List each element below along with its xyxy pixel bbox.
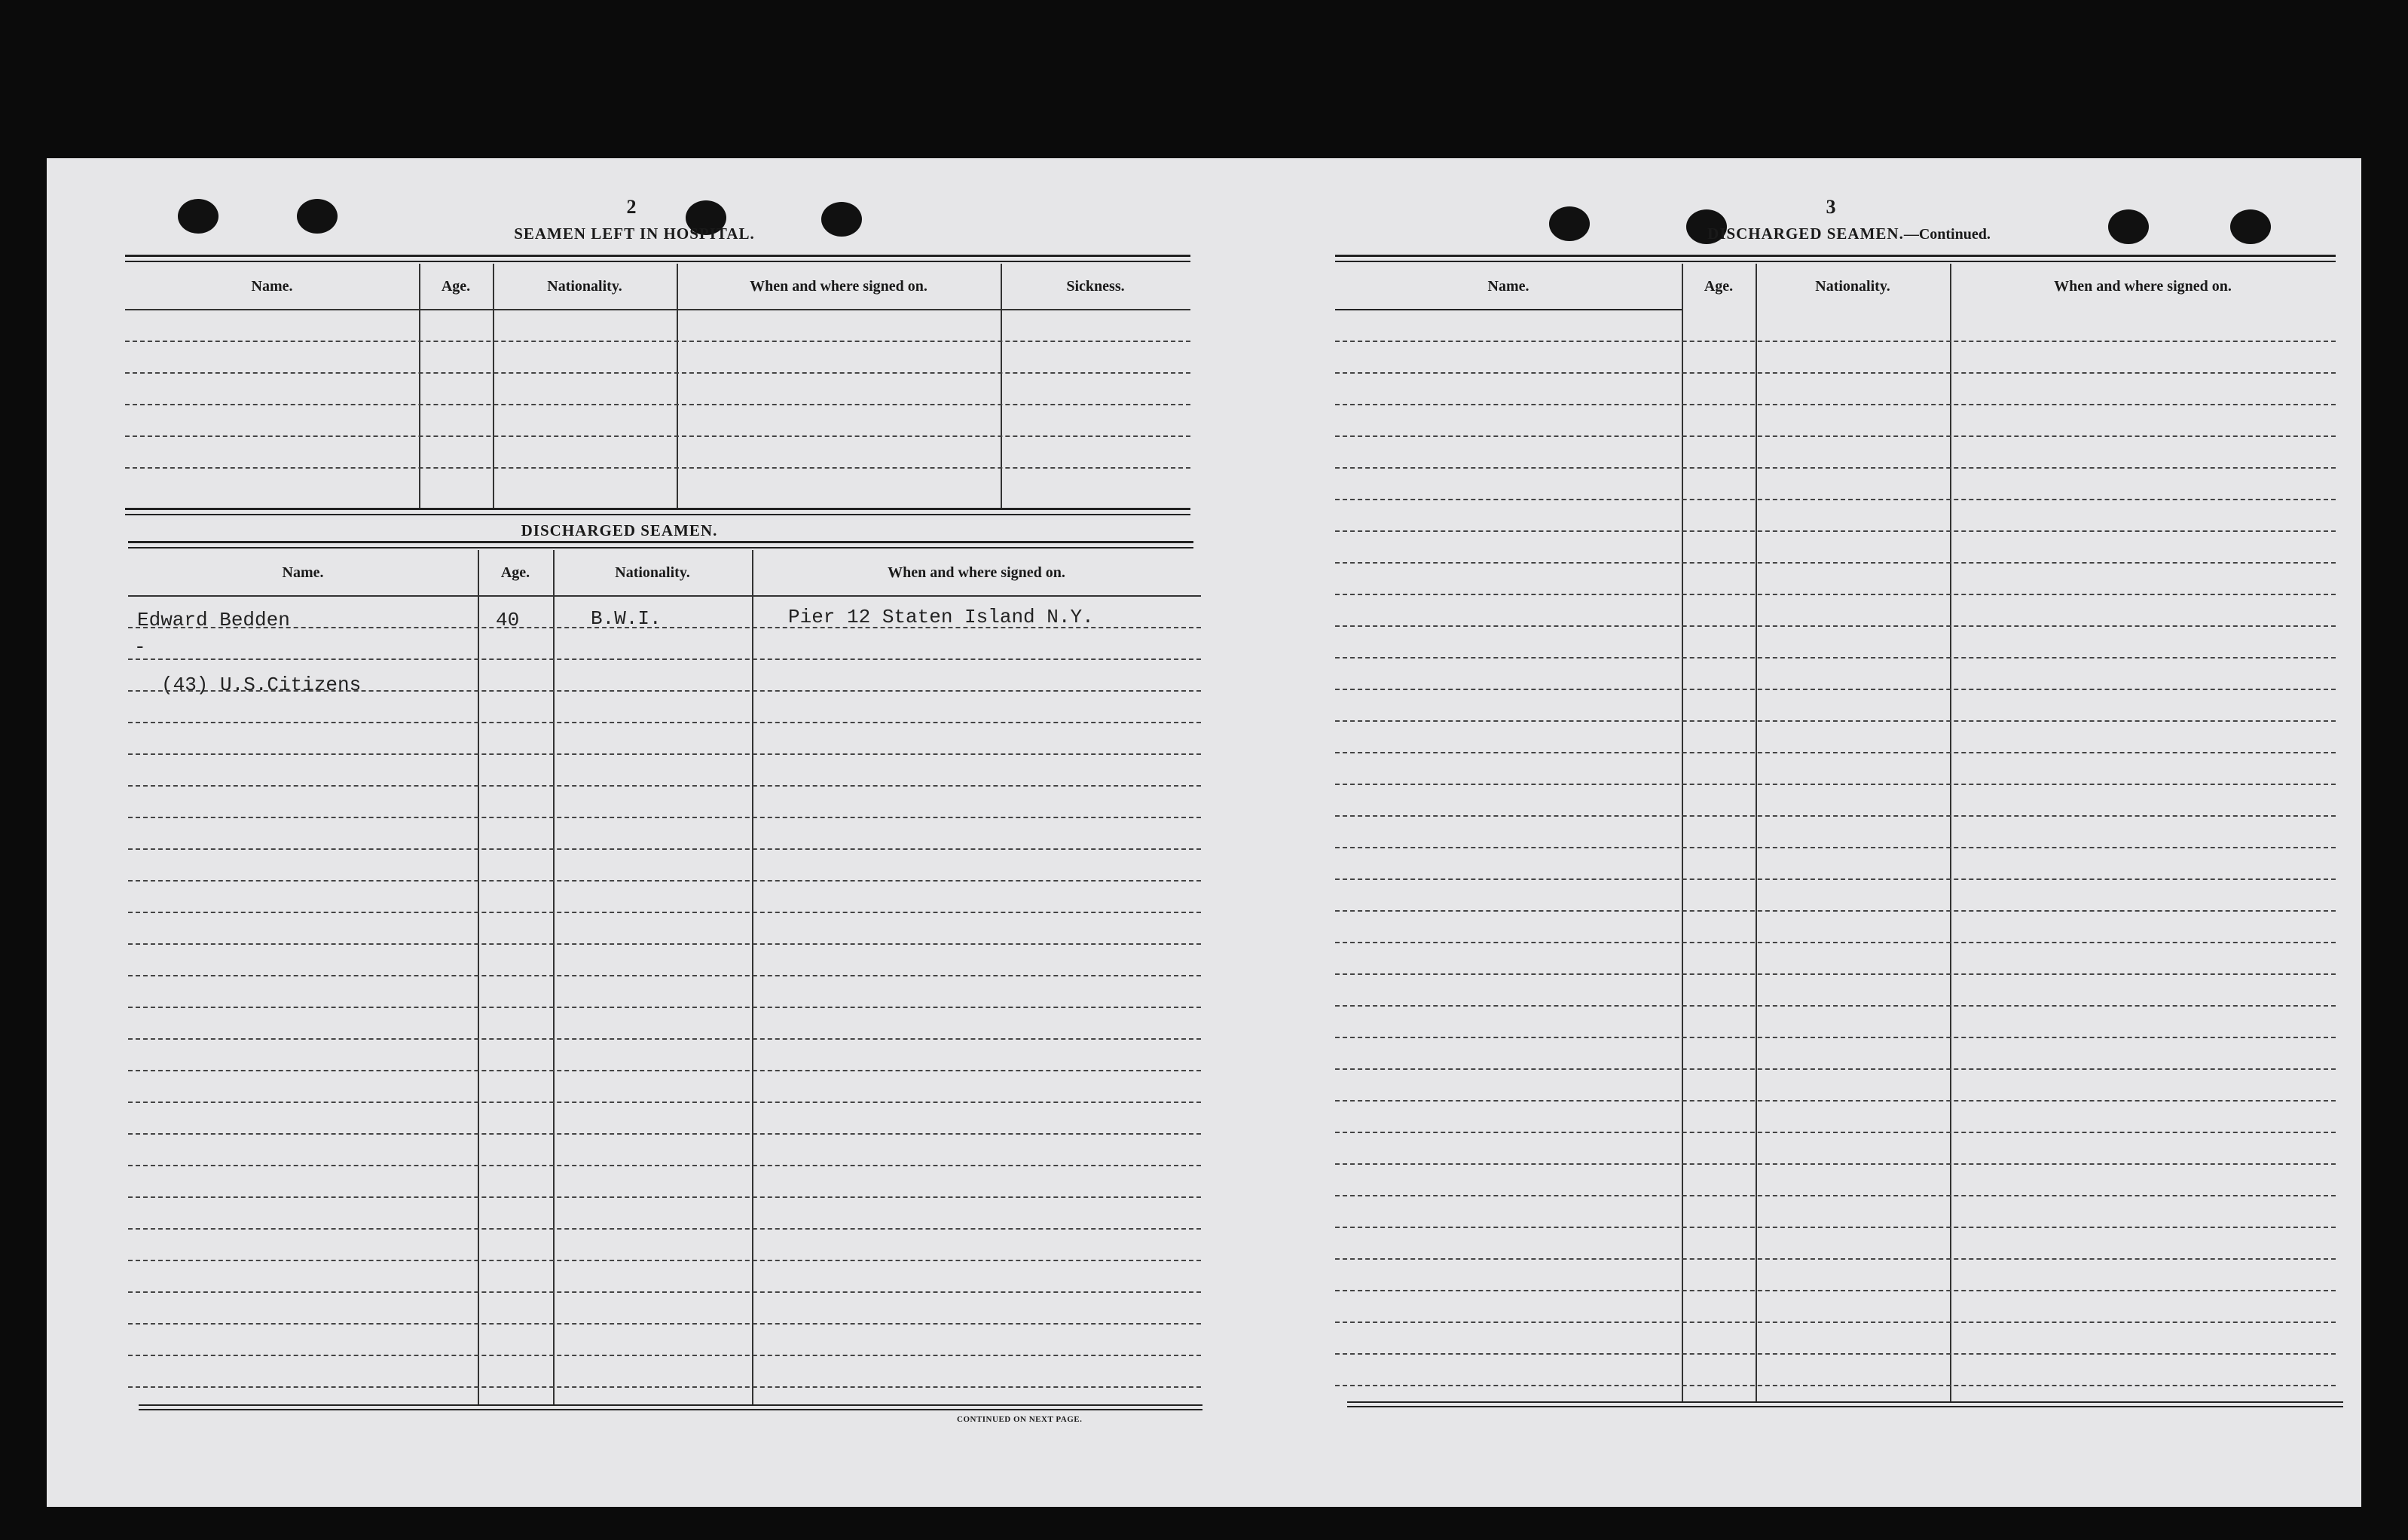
bottom-rule — [139, 1404, 1202, 1406]
row-line — [128, 1133, 1201, 1135]
row-line — [128, 975, 1201, 976]
discharged-table-header — [128, 550, 1201, 597]
col-header-age: Age. — [441, 278, 471, 295]
bottom-rule — [139, 1409, 1202, 1410]
bottom-rule — [1347, 1406, 2343, 1407]
row-line — [1335, 1163, 2336, 1165]
column-divider — [553, 550, 555, 1404]
row-line — [128, 1102, 1201, 1103]
col-header-age: Age. — [500, 564, 530, 581]
row-line — [128, 943, 1201, 945]
row-line — [1335, 689, 2336, 690]
title-continued: —Continued. — [1903, 226, 1991, 243]
seaman-age: 40 — [496, 609, 520, 631]
row-line — [125, 467, 1190, 469]
discharged-continued-header — [1335, 264, 2336, 309]
section-rule — [128, 547, 1193, 548]
top-rule — [125, 261, 1190, 262]
row-line — [1335, 1132, 2336, 1133]
bottom-rule — [1347, 1401, 2343, 1403]
row-line — [128, 880, 1201, 882]
column-divider — [1682, 264, 1683, 1401]
row-line — [1335, 942, 2336, 943]
title-main: DISCHARGED SEAMEN. — [1707, 225, 1904, 243]
col-header-signed-on: When and where signed on. — [750, 278, 927, 295]
column-divider — [493, 264, 494, 508]
row-line — [128, 817, 1201, 818]
row-line — [1335, 847, 2336, 848]
row-line — [1335, 1005, 2336, 1007]
row-line — [128, 785, 1201, 787]
section-rule — [128, 541, 1193, 543]
row-line — [128, 1165, 1201, 1166]
hospital-table — [125, 264, 1190, 508]
hospital-section-title: SEAMEN LEFT IN HOSPITAL. — [514, 225, 755, 243]
column-divider — [419, 264, 420, 508]
row-line — [1335, 625, 2336, 627]
left-page — [47, 158, 1222, 1507]
page-number: 2 — [626, 196, 637, 218]
row-line — [128, 848, 1201, 850]
punch-hole — [297, 199, 338, 234]
row-line — [1335, 530, 2336, 532]
row-line — [1335, 910, 2336, 912]
row-line — [128, 627, 1201, 628]
row-line — [1335, 1385, 2336, 1386]
seaman-name: (43) U.S.Citizens — [161, 674, 362, 696]
top-rule — [1335, 255, 2336, 257]
row-line — [1335, 341, 2336, 342]
top-rule — [1335, 261, 2336, 262]
row-line — [1335, 973, 2336, 975]
punch-hole — [2108, 209, 2149, 244]
row-line — [128, 1386, 1201, 1388]
section-rule — [125, 508, 1190, 510]
col-header-age: Age. — [1704, 278, 1734, 295]
col-header-name: Name. — [251, 278, 293, 295]
row-line — [1335, 1290, 2336, 1291]
row-line — [125, 341, 1190, 342]
row-line — [128, 1323, 1201, 1325]
column-divider — [478, 550, 479, 1404]
row-line — [1335, 720, 2336, 722]
row-line — [1335, 1258, 2336, 1260]
row-line — [1335, 1195, 2336, 1196]
col-header-signed-on: When and where signed on. — [888, 564, 1065, 581]
row-line — [128, 1038, 1201, 1040]
row-line — [1335, 784, 2336, 785]
row-line — [1335, 878, 2336, 880]
hospital-table-header — [125, 264, 1190, 310]
punch-hole — [178, 199, 218, 234]
header-underline — [1335, 309, 1682, 310]
col-header-name: Name. — [1487, 278, 1529, 295]
row-line — [125, 404, 1190, 405]
punch-hole — [2230, 209, 2271, 244]
row-line — [1335, 467, 2336, 469]
row-line — [125, 435, 1190, 437]
page-number: 3 — [1826, 196, 1836, 218]
ledger-sheet — [47, 158, 2361, 1507]
row-line — [128, 1291, 1201, 1293]
column-divider — [752, 550, 753, 1404]
row-line — [128, 658, 1201, 660]
col-header-nationality: Nationality. — [547, 278, 622, 295]
row-line — [1335, 1037, 2336, 1038]
row-line — [1335, 815, 2336, 817]
discharged-table — [128, 550, 1201, 1404]
row-line — [1335, 372, 2336, 374]
row-line — [125, 372, 1190, 374]
row-line — [1335, 404, 2336, 405]
column-divider — [677, 264, 678, 508]
seaman-nationality: B.W.I. — [591, 607, 662, 630]
row-line — [1335, 435, 2336, 437]
seaman-signed-on: Pier 12 Staten Island N.Y. — [788, 606, 1094, 628]
row-line — [1335, 1227, 2336, 1228]
row-line — [1335, 499, 2336, 500]
row-line — [1335, 752, 2336, 753]
section-rule — [125, 514, 1190, 515]
row-line — [128, 753, 1201, 755]
row-line — [128, 912, 1201, 913]
punch-hole — [1549, 206, 1590, 241]
row-line — [1335, 594, 2336, 595]
seaman-name: Edward Bedden — [137, 609, 290, 631]
col-header-sickness: Sickness. — [1066, 278, 1125, 295]
row-line — [128, 690, 1201, 692]
seaman-name: - — [134, 636, 146, 658]
col-header-signed-on: When and where signed on. — [2054, 278, 2232, 295]
row-line — [128, 1007, 1201, 1008]
col-header-nationality: Nationality. — [615, 564, 690, 581]
column-divider — [1756, 264, 1757, 1401]
row-line — [128, 1228, 1201, 1230]
column-divider — [1950, 264, 1951, 1401]
col-header-nationality: Nationality. — [1815, 278, 1890, 295]
row-line — [128, 722, 1201, 723]
discharged-section-title: DISCHARGED SEAMEN. — [521, 521, 718, 539]
discharged-continued-table — [1335, 264, 2336, 1401]
row-line — [1335, 1068, 2336, 1070]
row-line — [128, 1260, 1201, 1261]
discharged-continued-title — [1676, 225, 2022, 243]
row-line — [128, 1070, 1201, 1071]
row-line — [1335, 657, 2336, 658]
row-line — [1335, 562, 2336, 564]
row-line — [128, 1355, 1201, 1356]
col-header-name: Name. — [282, 564, 324, 581]
row-line — [1335, 1353, 2336, 1355]
right-page — [1222, 158, 2361, 1507]
continued-note: CONTINUED ON NEXT PAGE. — [957, 1415, 1083, 1424]
row-line — [1335, 1100, 2336, 1102]
row-line — [128, 1196, 1201, 1198]
column-divider — [1001, 264, 1002, 508]
row-line — [1335, 1322, 2336, 1323]
top-rule — [125, 255, 1190, 257]
